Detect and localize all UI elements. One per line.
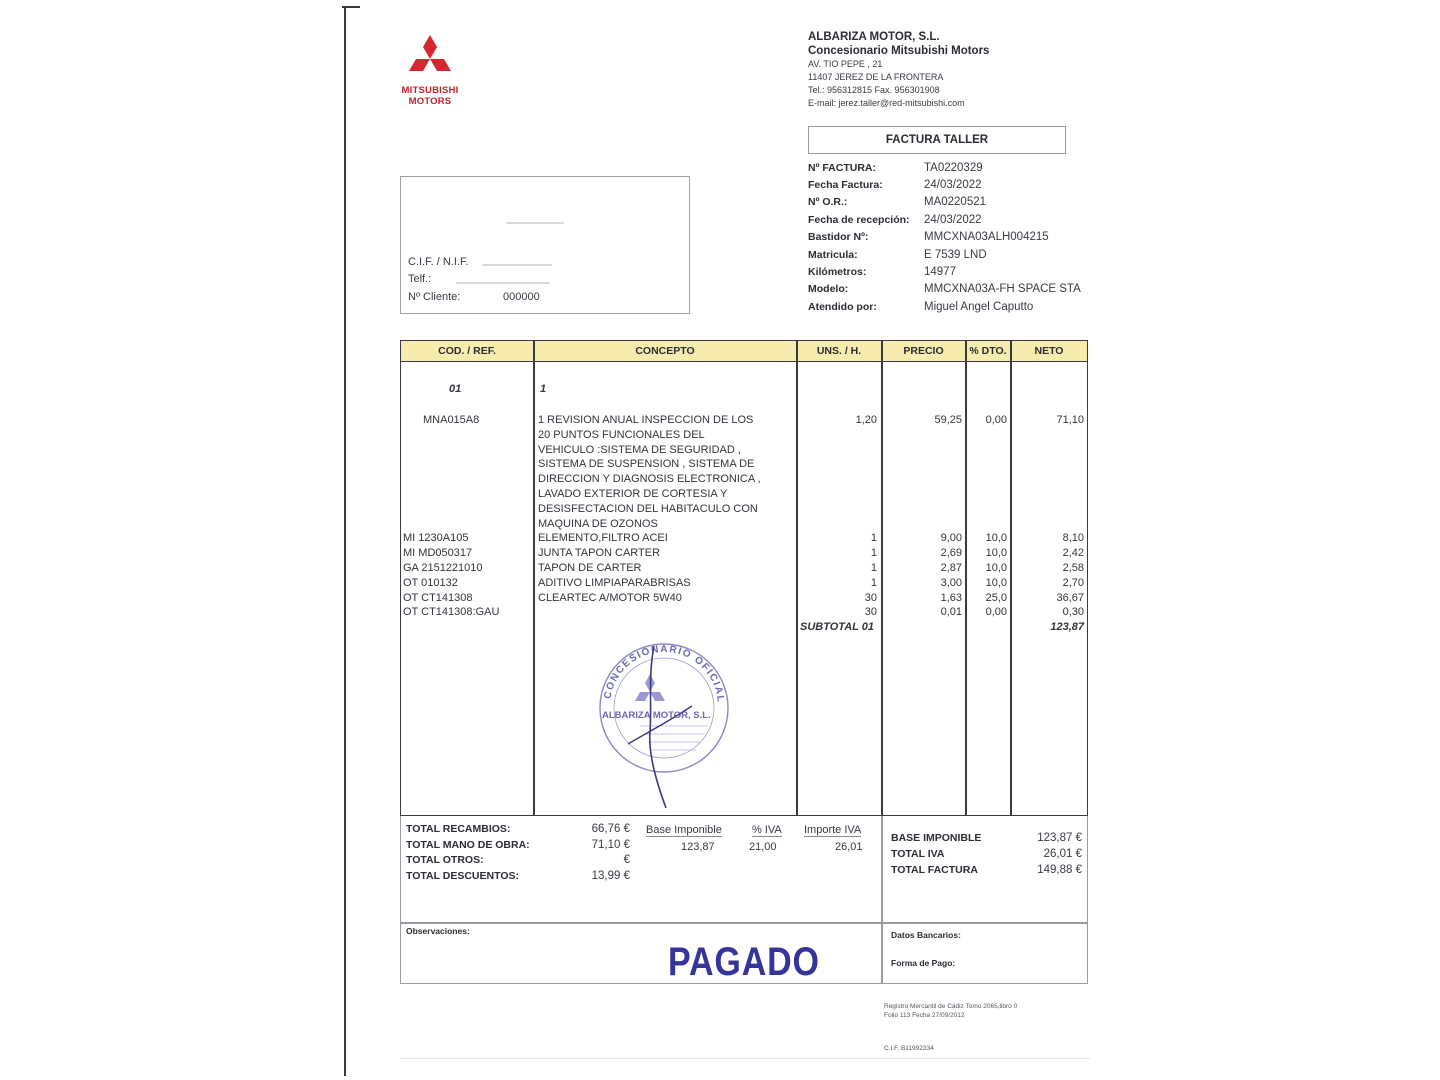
payment-method-label: Forma de Pago: bbox=[891, 958, 956, 968]
field-value: E 7539 LND bbox=[924, 248, 987, 261]
labor-code: MNA015A8 bbox=[423, 414, 480, 426]
subtotal-label: SUBTOTAL 01 bbox=[800, 621, 874, 634]
group-concept: 1 bbox=[540, 383, 547, 395]
field-value: 14977 bbox=[924, 266, 956, 279]
invoice-field-row bbox=[808, 176, 1081, 193]
invoice-field-row bbox=[808, 263, 1081, 280]
labor-concept-line: DESISFECTACION DEL HABITACULO CON bbox=[538, 502, 758, 515]
invoice-field-row bbox=[808, 229, 1081, 246]
total-value: 13,99 € bbox=[591, 870, 630, 882]
part-net: 2,70 bbox=[1062, 576, 1084, 589]
vat-pct-value: 21,00 bbox=[749, 841, 777, 853]
mitsubishi-logo bbox=[396, 34, 464, 107]
header-units: UNS. / H. bbox=[816, 345, 862, 357]
group-code: 01 bbox=[449, 383, 462, 395]
vat-pct-header: % IVA bbox=[752, 824, 782, 836]
part-units: 1 bbox=[870, 576, 877, 589]
part-discount: 10,0 bbox=[985, 532, 1007, 545]
invoice-field-row bbox=[808, 298, 1081, 315]
total-label: TOTAL MANO DE OBRA: bbox=[406, 839, 530, 851]
part-net: 36,67 bbox=[1056, 591, 1084, 604]
field-label: Fecha de recepción: bbox=[808, 213, 910, 226]
footer-cif: C.I.F. B11992334 bbox=[884, 1045, 934, 1052]
observations-divider bbox=[400, 922, 1088, 924]
labor-price: 59,25 bbox=[934, 414, 962, 426]
part-code: OT CT141308 bbox=[403, 591, 473, 604]
field-value: MMCXNA03ALH004215 bbox=[924, 231, 1049, 244]
field-label: Bastidor Nº: bbox=[808, 231, 869, 244]
part-concept: TAPON DE CARTER bbox=[538, 562, 642, 574]
header-discount: % DTO. bbox=[969, 345, 1007, 357]
part-code: GA 2151221010 bbox=[403, 562, 483, 574]
summary-value: 26,01 € bbox=[1043, 848, 1082, 860]
part-units: 1 bbox=[870, 547, 877, 560]
scan-edge-line bbox=[344, 8, 346, 1076]
field-label: Modelo: bbox=[808, 283, 849, 296]
redacted-name-smudge bbox=[506, 222, 564, 224]
totals-divider bbox=[881, 816, 883, 984]
part-price: 2,87 bbox=[940, 562, 962, 574]
company-email: E-mail: jerez.taller@red-mitsubishi.com bbox=[808, 98, 965, 108]
part-price: 0,01 bbox=[940, 606, 962, 619]
part-code: OT 010132 bbox=[403, 576, 458, 589]
summary-value: 123,87 € bbox=[1037, 832, 1082, 844]
summary-value: 149,88 € bbox=[1037, 864, 1082, 876]
part-units: 1 bbox=[870, 562, 877, 574]
labor-discount: 0,00 bbox=[985, 414, 1007, 426]
field-label: Matricula: bbox=[808, 248, 858, 261]
vat-base-header: Base Imponible bbox=[646, 824, 722, 836]
field-label: Nº FACTURA: bbox=[808, 161, 876, 174]
paid-stamp: PAGADO bbox=[668, 940, 820, 984]
header-code: COD. / REF. bbox=[438, 345, 496, 357]
part-price: 3,00 bbox=[940, 576, 962, 589]
invoice-title-box bbox=[808, 126, 1066, 154]
vat-amount-value: 26,01 bbox=[835, 841, 863, 853]
part-units: 30 bbox=[864, 591, 877, 604]
column-divider bbox=[965, 340, 967, 816]
registry-line2: Folio 113 Fecha 27/09/2012 bbox=[884, 1012, 965, 1019]
bank-details-label: Datos Bancarios: bbox=[891, 930, 961, 940]
invoice-field-row bbox=[808, 281, 1081, 298]
stamp-middle-text: ALBARIZA MOTOR, S.L. bbox=[602, 710, 711, 721]
company-address1: AV. TIO PEPE , 21 bbox=[808, 59, 883, 69]
stamp-top-text: CONCESIONARIO OFICIAL bbox=[602, 643, 727, 704]
column-divider bbox=[533, 340, 535, 816]
field-label: Fecha Factura: bbox=[808, 179, 883, 192]
vat-base-value: 123,87 bbox=[681, 841, 715, 853]
total-label: TOTAL OTROS: bbox=[406, 854, 484, 866]
registry-line1: Registro Mercantil de Cádiz Tomo 2065,libro 0 bbox=[884, 1003, 1018, 1010]
vat-amount-header: Importe IVA bbox=[804, 824, 862, 836]
labor-concept-line: DIRECCION Y DIAGNOSIS ELECTRONICA , bbox=[538, 473, 761, 486]
part-net: 2,58 bbox=[1062, 562, 1084, 574]
part-concept: ADITIVO LIMPIAPARABRISAS bbox=[538, 576, 691, 589]
part-units: 30 bbox=[864, 606, 877, 619]
labor-concept-line: SISTEMA DE SUSPENSION , SISTEMA DE bbox=[538, 458, 755, 471]
header-price: PRECIO bbox=[903, 345, 944, 357]
field-label: Atendido por: bbox=[808, 300, 877, 313]
invoice-field-row bbox=[808, 194, 1081, 211]
total-value: 71,10 € bbox=[591, 839, 630, 851]
summary-label: BASE IMPONIBLE bbox=[891, 832, 982, 844]
total-value: 66,76 € bbox=[591, 823, 630, 835]
part-price: 1,63 bbox=[940, 591, 962, 604]
part-units: 1 bbox=[870, 532, 877, 545]
invoice-field-row bbox=[808, 246, 1081, 263]
field-value: TA0220329 bbox=[924, 161, 983, 174]
observations-label: Observaciones: bbox=[406, 926, 470, 936]
field-value: MA0220521 bbox=[924, 196, 987, 209]
client-cif-label: C.I.F. / N.I.F. bbox=[408, 256, 469, 268]
part-net: 8,10 bbox=[1062, 532, 1084, 545]
labor-concept-line: VEHICULO :SISTEMA DE SEGURIDAD , bbox=[538, 443, 741, 456]
field-value: 24/03/2022 bbox=[924, 179, 982, 192]
company-subtitle: Concesionario Mitsubishi Motors bbox=[808, 45, 990, 57]
column-divider bbox=[796, 340, 798, 816]
part-concept: JUNTA TAPON CARTER bbox=[538, 547, 661, 560]
logo-brand-line1: MITSUBISHI bbox=[401, 85, 459, 96]
field-value: Miguel Angel Caputto bbox=[924, 300, 1034, 313]
header-net: NETO bbox=[1034, 345, 1064, 357]
summary-label: TOTAL IVA bbox=[891, 848, 945, 860]
invoice-title: FACTURA TALLER bbox=[885, 134, 989, 146]
company-stamp-seal bbox=[588, 636, 738, 812]
invoice-field-row bbox=[808, 211, 1081, 228]
header-concept: CONCEPTO bbox=[635, 345, 695, 357]
part-net: 2,42 bbox=[1062, 547, 1084, 560]
company-phone: Tel.: 956312815 Fax. 956301908 bbox=[808, 85, 940, 95]
redacted-tel-smudge bbox=[456, 282, 550, 284]
svg-text:CONCESIONARIO OFICIAL bbox=[602, 644, 726, 704]
field-label: Nº O.R.: bbox=[808, 196, 848, 209]
field-value: 24/03/2022 bbox=[924, 213, 982, 226]
part-discount: 0,00 bbox=[985, 606, 1007, 619]
logo-brand-line2: MOTORS bbox=[408, 96, 452, 107]
part-code: MI MD050317 bbox=[403, 547, 473, 560]
labor-concept-line: LAVADO EXTERIOR DE CORTESIA Y bbox=[538, 488, 728, 500]
part-discount: 10,0 bbox=[985, 576, 1007, 589]
field-label: Kilómetros: bbox=[808, 266, 867, 279]
client-tel-label: Telf.: bbox=[408, 273, 432, 285]
subtotal-value: 123,87 bbox=[1050, 621, 1084, 634]
part-code: MI 1230A105 bbox=[403, 532, 469, 545]
labor-concept-line: MAQUINA DE OZONOS bbox=[538, 517, 658, 530]
redacted-cif-smudge bbox=[482, 264, 552, 266]
part-discount: 10,0 bbox=[985, 562, 1007, 574]
labor-units: 1,20 bbox=[855, 414, 877, 426]
labor-concept-line: 1 REVISION ANUAL INSPECCION DE LOS bbox=[538, 414, 754, 426]
field-value: MMCXNA03A-FH SPACE STA bbox=[924, 283, 1081, 296]
three-diamonds-icon bbox=[404, 34, 456, 80]
part-price: 9,00 bbox=[940, 532, 962, 545]
scan-edge-tick bbox=[342, 6, 360, 8]
company-name: ALBARIZA MOTOR, S.L. bbox=[808, 31, 940, 43]
part-discount: 10,0 bbox=[985, 547, 1007, 560]
part-price: 2,69 bbox=[940, 547, 962, 560]
labor-concept-line: 20 PUNTOS FUNCIONALES DEL bbox=[538, 428, 705, 441]
invoice-field-row bbox=[808, 159, 1081, 176]
summary-label: TOTAL FACTURA bbox=[891, 864, 978, 876]
client-number-label: Nº Cliente: bbox=[408, 291, 461, 303]
company-info bbox=[808, 30, 989, 110]
total-label: TOTAL DESCUENTOS: bbox=[406, 870, 519, 882]
part-concept: CLEARTEC A/MOTOR 5W40 bbox=[538, 591, 682, 604]
labor-net: 71,10 bbox=[1056, 414, 1084, 426]
part-code: OT CT141308:GAU bbox=[403, 606, 500, 619]
company-address2: 11407 JEREZ DE LA FRONTERA bbox=[808, 72, 944, 82]
total-value: € bbox=[623, 854, 630, 866]
total-label: TOTAL RECAMBIOS: bbox=[406, 823, 511, 835]
bottom-faint-line bbox=[400, 1058, 1090, 1059]
part-net: 0,30 bbox=[1062, 606, 1084, 619]
client-number: 000000 bbox=[503, 291, 540, 303]
part-discount: 25,0 bbox=[985, 591, 1007, 604]
invoice-fields bbox=[808, 159, 1081, 316]
column-divider bbox=[1010, 340, 1012, 816]
column-divider bbox=[881, 340, 883, 816]
part-concept: ELEMENTO,FILTRO ACEI bbox=[538, 532, 668, 545]
